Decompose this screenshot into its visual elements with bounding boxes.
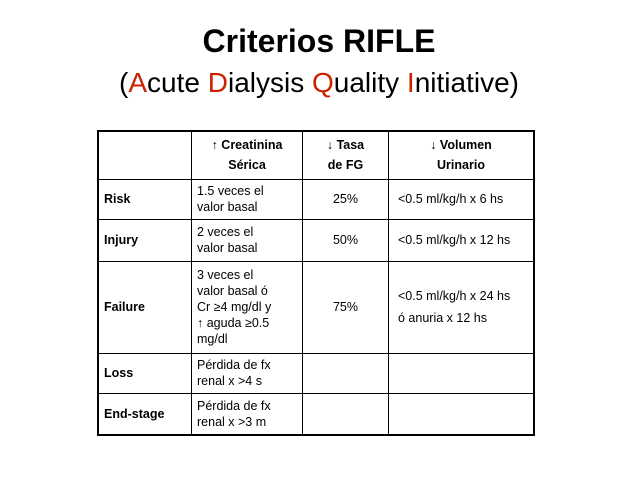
tasa-cell xyxy=(303,353,389,393)
volumen-cell xyxy=(389,219,535,261)
row-label: Risk xyxy=(98,179,192,219)
row-label: End-stage xyxy=(98,393,192,435)
page-subtitle xyxy=(0,66,638,100)
table-row-risk xyxy=(98,179,534,219)
header-volumen-line2: Urinario xyxy=(437,158,485,173)
creatinina-line: Pérdida de fx xyxy=(197,358,271,372)
tasa-cell xyxy=(303,393,389,435)
volumen-line: <0.5 ml/kg/h x 6 hs xyxy=(398,192,504,206)
subtitle-word-acute: cute xyxy=(147,67,208,98)
creatinina-cell xyxy=(192,179,303,219)
volumen-line: ó anuria x 12 hs xyxy=(398,311,487,325)
subtitle-word-initiative: nitiative xyxy=(414,67,510,98)
table-row-injury xyxy=(98,219,534,261)
header-tasa-line2: de FG xyxy=(327,158,364,173)
creatinina-line: 3 veces el xyxy=(197,268,254,282)
subtitle-word-dialysis: ialysis xyxy=(227,67,312,98)
creatinina-cell xyxy=(192,219,303,261)
header-creatinina-line2: Sérica xyxy=(228,158,266,173)
subtitle-initial-i: I xyxy=(406,67,415,98)
volumen-cell xyxy=(389,261,535,353)
creatinina-line: 1.5 veces el xyxy=(197,184,264,198)
subtitle-close-paren: ) xyxy=(509,67,519,98)
header-empty xyxy=(98,131,192,179)
subtitle-initial-a: A xyxy=(128,67,148,98)
creatinina-line: Pérdida de fx xyxy=(197,398,271,413)
rifle-table xyxy=(97,130,535,436)
tasa-cell: 50% xyxy=(303,219,389,261)
creatinina-line: valor basal xyxy=(197,200,258,214)
volumen-cell xyxy=(389,393,535,435)
creatinina-line: ↑ aguda ≥0.5 xyxy=(197,316,270,330)
creatinina-line: mg/dl xyxy=(197,332,228,346)
creatinina-line: valor basal ó xyxy=(197,284,268,298)
table-row-failure xyxy=(98,261,534,353)
table-header-row xyxy=(98,131,534,179)
page-title: Criterios RIFLE xyxy=(202,23,436,59)
creatinina-cell xyxy=(192,393,303,435)
subtitle-initial-d: D xyxy=(207,67,228,98)
subtitle-word-quality: uality xyxy=(333,67,407,98)
header-volumen-line1: ↓ Volumen xyxy=(430,138,492,153)
subtitle-open-paren: ( xyxy=(119,67,129,98)
creatinina-line: valor basal xyxy=(197,241,258,255)
tasa-cell: 25% xyxy=(303,179,389,219)
header-tasa xyxy=(303,131,389,179)
volumen-line: <0.5 ml/kg/h x 24 hs xyxy=(398,289,511,303)
creatinina-line: renal x >3 m xyxy=(197,414,267,429)
creatinina-line: 2 veces el xyxy=(197,225,254,239)
volumen-cell xyxy=(389,179,535,219)
table-row-loss xyxy=(98,353,534,393)
subtitle-initial-q: Q xyxy=(311,67,334,98)
header-tasa-line1: ↓ Tasa xyxy=(326,138,365,153)
tasa-cell: 75% xyxy=(303,261,389,353)
table-row-end-stage xyxy=(98,393,534,435)
row-label: Injury xyxy=(98,219,192,261)
header-creatinina xyxy=(192,131,303,179)
creatinina-line: Cr ≥4 mg/dl y xyxy=(197,300,272,314)
creatinina-line: renal x >4 s xyxy=(197,374,262,388)
creatinina-cell xyxy=(192,261,303,353)
row-label: Failure xyxy=(98,261,192,353)
header-creatinina-line1: ↑ Creatinina xyxy=(211,138,283,153)
volumen-cell xyxy=(389,353,535,393)
header-volumen xyxy=(389,131,535,179)
volumen-line: <0.5 ml/kg/h x 12 hs xyxy=(398,233,511,247)
row-label: Loss xyxy=(98,353,192,393)
creatinina-cell xyxy=(192,353,303,393)
